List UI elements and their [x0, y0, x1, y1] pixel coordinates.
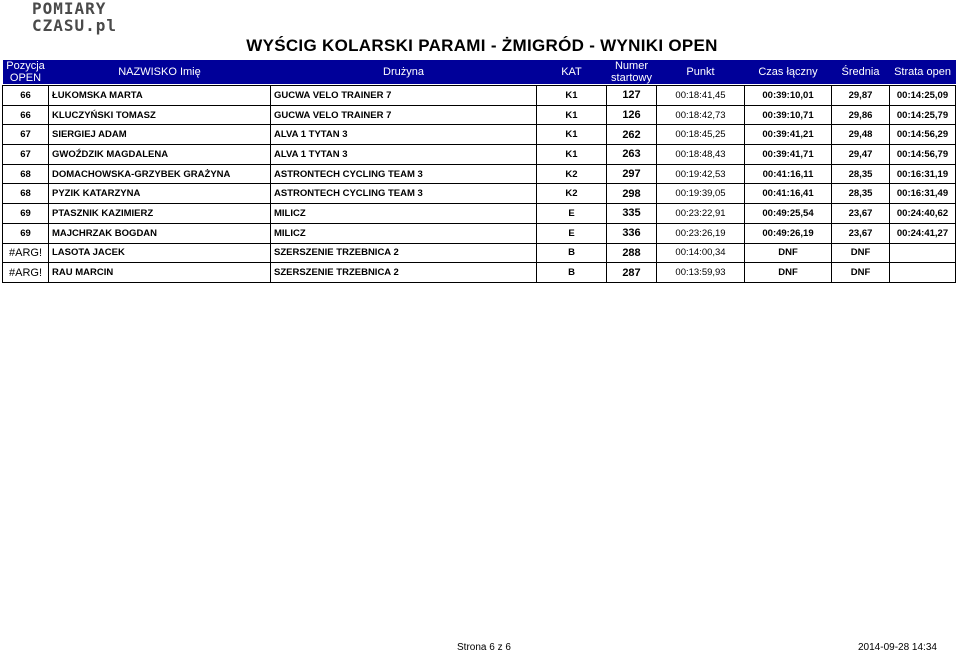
- header-checkpoint: Punkt: [657, 60, 745, 84]
- cell-bib: 287: [607, 263, 657, 283]
- cell-team: GUCWA VELO TRAINER 7: [271, 86, 537, 106]
- cell-category: E: [537, 223, 607, 243]
- cell-position: 69: [3, 204, 49, 224]
- cell-gap: [890, 263, 956, 283]
- logo-line-2: CZASU.pl: [32, 16, 118, 35]
- cell-name: PTASZNIK KAZIMIERZ: [49, 204, 271, 224]
- cell-position: 68: [3, 184, 49, 204]
- cell-gap: 00:16:31,49: [890, 184, 956, 204]
- cell-team: ASTRONTECH CYCLING TEAM 3: [271, 164, 537, 184]
- cell-average: 29,86: [832, 105, 890, 125]
- cell-position: #ARG!: [3, 243, 49, 263]
- cell-name: KLUCZYŃSKI TOMASZ: [49, 105, 271, 125]
- header-gap: Strata open: [890, 60, 956, 84]
- cell-gap: 00:14:56,29: [890, 125, 956, 145]
- cell-bib: 288: [607, 243, 657, 263]
- cell-bib: 263: [607, 145, 657, 165]
- cell-checkpoint: 00:23:22,91: [657, 204, 745, 224]
- cell-category: K1: [537, 86, 607, 106]
- cell-checkpoint: 00:13:59,93: [657, 263, 745, 283]
- table-row: [3, 125, 956, 145]
- table-row: [3, 164, 956, 184]
- cell-team: MILICZ: [271, 204, 537, 224]
- cell-checkpoint: 00:18:45,25: [657, 125, 745, 145]
- cell-team: ALVA 1 TYTAN 3: [271, 145, 537, 165]
- logo: [32, 0, 117, 34]
- cell-name: SIERGIEJ ADAM: [49, 125, 271, 145]
- cell-category: E: [537, 204, 607, 224]
- cell-gap: 00:14:25,79: [890, 105, 956, 125]
- cell-total-time: 00:39:41,21: [745, 125, 832, 145]
- cell-checkpoint: 00:18:41,45: [657, 86, 745, 106]
- cell-team: GUCWA VELO TRAINER 7: [271, 105, 537, 125]
- header-position: Pozycja OPEN: [3, 60, 49, 84]
- cell-total-time: 00:39:10,01: [745, 86, 832, 106]
- cell-team: ASTRONTECH CYCLING TEAM 3: [271, 184, 537, 204]
- cell-gap: [890, 243, 956, 263]
- cell-team: MILICZ: [271, 223, 537, 243]
- table-row: [3, 145, 956, 165]
- cell-name: PYZIK KATARZYNA: [49, 184, 271, 204]
- cell-bib: 335: [607, 204, 657, 224]
- cell-average: 23,67: [832, 204, 890, 224]
- cell-average: DNF: [832, 243, 890, 263]
- cell-name: DOMACHOWSKA-GRZYBEK GRAŻYNA: [49, 164, 271, 184]
- cell-position: 67: [3, 145, 49, 165]
- cell-name: RAU MARCIN: [49, 263, 271, 283]
- cell-total-time: DNF: [745, 243, 832, 263]
- cell-checkpoint: 00:18:42,73: [657, 105, 745, 125]
- cell-bib: 126: [607, 105, 657, 125]
- cell-bib: 262: [607, 125, 657, 145]
- cell-category: K1: [537, 105, 607, 125]
- cell-total-time: DNF: [745, 263, 832, 283]
- header-name: NAZWISKO Imię: [49, 60, 271, 84]
- cell-bib: 297: [607, 164, 657, 184]
- cell-category: K2: [537, 164, 607, 184]
- cell-checkpoint: 00:14:00,34: [657, 243, 745, 263]
- cell-team: ALVA 1 TYTAN 3: [271, 125, 537, 145]
- cell-team: SZERSZENIE TRZEBNICA 2: [271, 243, 537, 263]
- cell-average: 23,67: [832, 223, 890, 243]
- cell-total-time: 00:39:41,71: [745, 145, 832, 165]
- cell-checkpoint: 00:19:42,53: [657, 164, 745, 184]
- cell-position: 66: [3, 86, 49, 106]
- header-total-time: Czas łączny: [745, 60, 832, 84]
- table-row: [3, 223, 956, 243]
- cell-position: 66: [3, 105, 49, 125]
- cell-category: K2: [537, 184, 607, 204]
- page-title: WYŚCIG KOLARSKI PARAMI - ŻMIGRÓD - WYNIKI OPEN: [246, 36, 718, 55]
- cell-gap: 00:16:31,19: [890, 164, 956, 184]
- cell-checkpoint: 00:19:39,05: [657, 184, 745, 204]
- cell-total-time: 00:41:16,41: [745, 184, 832, 204]
- cell-name: ŁUKOMSKA MARTA: [49, 86, 271, 106]
- header-team: Drużyna: [271, 60, 537, 84]
- page-number: Strona 6 z 6: [457, 642, 511, 653]
- cell-average: 29,87: [832, 86, 890, 106]
- cell-average: DNF: [832, 263, 890, 283]
- cell-gap: 00:14:25,09: [890, 86, 956, 106]
- table-header-row: [3, 60, 956, 84]
- cell-bib: 298: [607, 184, 657, 204]
- cell-gap: 00:24:40,62: [890, 204, 956, 224]
- table-row: [3, 243, 956, 263]
- cell-category: K1: [537, 145, 607, 165]
- table-row: [3, 105, 956, 125]
- cell-total-time: 00:49:26,19: [745, 223, 832, 243]
- header-category: KAT: [537, 60, 607, 84]
- cell-category: B: [537, 243, 607, 263]
- cell-total-time: 00:49:25,54: [745, 204, 832, 224]
- cell-name: GWOŹDZIK MAGDALENA: [49, 145, 271, 165]
- header-bib: Numer startowy: [607, 60, 657, 84]
- cell-position: #ARG!: [3, 263, 49, 283]
- cell-position: 69: [3, 223, 49, 243]
- cell-position: 67: [3, 125, 49, 145]
- cell-average: 28,35: [832, 164, 890, 184]
- logo-line-1: POMIARY: [32, 0, 107, 18]
- cell-average: 29,48: [832, 125, 890, 145]
- cell-total-time: 00:41:16,11: [745, 164, 832, 184]
- print-date: 2014-09-28 14:34: [858, 642, 937, 653]
- cell-bib: 336: [607, 223, 657, 243]
- cell-gap: 00:14:56,79: [890, 145, 956, 165]
- cell-category: B: [537, 263, 607, 283]
- cell-average: 29,47: [832, 145, 890, 165]
- table-row: [3, 86, 956, 106]
- cell-name: LASOTA JACEK: [49, 243, 271, 263]
- cell-name: MAJCHRZAK BOGDAN: [49, 223, 271, 243]
- cell-gap: 00:24:41,27: [890, 223, 956, 243]
- cell-bib: 127: [607, 86, 657, 106]
- cell-total-time: 00:39:10,71: [745, 105, 832, 125]
- cell-position: 68: [3, 164, 49, 184]
- results-table: [2, 60, 956, 283]
- cell-team: SZERSZENIE TRZEBNICA 2: [271, 263, 537, 283]
- table-row: [3, 263, 956, 283]
- table-row: [3, 204, 956, 224]
- cell-checkpoint: 00:23:26,19: [657, 223, 745, 243]
- cell-checkpoint: 00:18:48,43: [657, 145, 745, 165]
- cell-average: 28,35: [832, 184, 890, 204]
- cell-category: K1: [537, 125, 607, 145]
- header-average: Średnia: [832, 60, 890, 84]
- table-row: [3, 184, 956, 204]
